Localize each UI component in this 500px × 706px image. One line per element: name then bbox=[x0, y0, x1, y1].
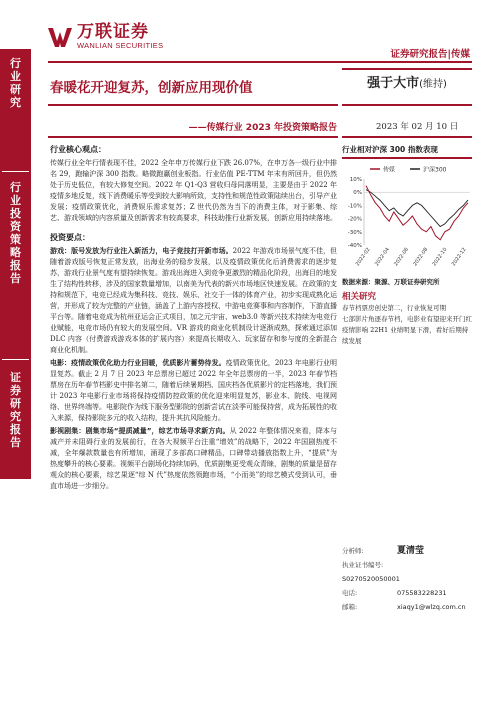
report-title: 春暖花开迎复苏，创新应用现价值 bbox=[50, 80, 253, 96]
sidebar-strategy-report bbox=[0, 181, 31, 285]
related-item[interactable]: 疫情影响 22H1 业绩明显下滑，看好后期持续发展 bbox=[342, 325, 469, 345]
sidebar-char: 行 bbox=[10, 57, 21, 70]
company-logo bbox=[48, 24, 163, 50]
x-tick-label: 2022-12 bbox=[450, 246, 468, 267]
subtitle-divider bbox=[48, 136, 338, 138]
y-tick-label: -20% bbox=[347, 216, 362, 223]
invest-body: 从 2022 年整体情况来看，降本与减产并未阻碍行业的发展前行，在各大视频平台注重“增效”的战略下，2022 年国剧热度不减，全年爆款数量也有所增加，涌现了多部高口碑精品，口碑带动播放指数上升，“提质”为热度攀升的核心要素。视频平台剧场化持续加码，优质剧集更受观众青睐，剧集的质量是留存观众的核心要素，综艺果逐“综 N 代”热度依然领跑市场，“小而美”的综艺模式受到认可，垂直市场进一步细分。 bbox=[50, 427, 338, 490]
performance-chart bbox=[342, 161, 472, 273]
x-tick-label: 2022-06 bbox=[393, 246, 411, 267]
chart-title-divider bbox=[342, 157, 472, 159]
invest-paragraph bbox=[50, 358, 337, 424]
invest-paragraph bbox=[50, 246, 337, 356]
sidebar-char: 研 bbox=[10, 397, 21, 410]
sidebar-divider bbox=[2, 171, 29, 172]
related-item[interactable]: 春节档票房创史第二，行业恢复可期 bbox=[342, 303, 446, 312]
invest-lead: 游戏：版号发放为行业注入新活力，电子竞技打开新市场。 bbox=[50, 247, 233, 255]
phone-number: 075583228231 bbox=[397, 589, 447, 597]
sidebar-char: 究 bbox=[10, 410, 21, 423]
email-address[interactable]: xiaqy1@wlzq.com.cn bbox=[397, 603, 466, 611]
report-category: 证券研究报告|传媒 bbox=[390, 49, 470, 60]
sidebar-char: 略 bbox=[10, 246, 21, 259]
series-line-media bbox=[366, 185, 468, 239]
chart-title: 行业相对沪深 300 指数表现 bbox=[342, 145, 438, 154]
chart-source: 数据来源：聚源、万联证券研究所 bbox=[342, 277, 440, 286]
logo-chinese: 万联证券 bbox=[77, 22, 149, 42]
header-divider bbox=[48, 61, 472, 63]
rating-note: (维持) bbox=[419, 79, 447, 90]
email-label: 邮箱: bbox=[342, 603, 358, 611]
sidebar-char: 告 bbox=[10, 272, 21, 285]
sidebar-char: 券 bbox=[10, 384, 21, 397]
core-heading: 行业核心观点： bbox=[50, 145, 106, 154]
legend-label: 沪深300 bbox=[423, 166, 447, 173]
related-heading: 相关研究 bbox=[342, 291, 377, 302]
rating-value: 强于大市 bbox=[367, 76, 420, 91]
rating-bottom-line bbox=[342, 104, 472, 106]
series-line-hs300 bbox=[366, 189, 468, 226]
right-column bbox=[342, 144, 472, 347]
date-divider bbox=[342, 136, 472, 138]
sidebar-char: 研 bbox=[10, 83, 21, 96]
cert-number: S0270520050001 bbox=[342, 575, 400, 583]
sidebar-char: 策 bbox=[10, 233, 21, 246]
logo-english: WANLIAN SECURITIES bbox=[77, 41, 164, 50]
y-tick-label: -10% bbox=[347, 202, 362, 209]
x-tick-label: 2022-10 bbox=[431, 246, 449, 267]
y-tick-label: 10% bbox=[349, 176, 362, 183]
phone-label: 电话: bbox=[342, 589, 358, 597]
chart-svg bbox=[342, 161, 472, 273]
sidebar-char: 告 bbox=[10, 436, 21, 449]
analyst-label: 分析师: bbox=[342, 547, 364, 555]
x-tick-label: 2022-04 bbox=[373, 246, 391, 267]
wanlian-logo-icon bbox=[48, 26, 72, 48]
legend-label: 传媒 bbox=[383, 166, 396, 173]
core-text: 传媒行业全年行情表现不佳，2022 全年申万传媒行业下跌 26.07%，在申万各一级行业中排名 29，跑输沪深 300 指数。略微跑赢创业板指。行业估值 PE-TTM 年末有所回升，但仍然处于历史低位，有较大修复空间。2022 年 Q1-Q3 营收归母同落明显，主要是由于 2022 年疫情多地反复，线下消费暖乐等受到较大影响所致，支持性和规范性政策陆续出台，引导产业发展；疫情政策优化，消费娱乐需求复苏；Z 世代仍然为当下的消费主体，对于影集、综艺、游戏领域的内容质量及创新需求有较高要求，科技助推行业新发展，创新应用持续落地。 bbox=[50, 159, 337, 222]
invest-body: 疫情政策优化，2023 年电影行业明显复苏。截止 2 月 7 日 2023 年总票房已超过 2022 年全年总票房的一半，2023 年春节档票房在历年春节档影史中排名第二，随着后续暑期档、国庆档各优质影片的定档落地，我们预计 2023 年电影行业市场将保持疫情防控政策的优化迎来明显复苏，影业本、院线、电视网络、世界终端等。电影院作为线下服务型影院的创新尝试在淡季可能保持营，成为拓展性的收入来源，保持影院多元的收入结构，提升其抗风险能力。 bbox=[50, 359, 338, 422]
sidebar-char: 报 bbox=[10, 259, 21, 272]
sidebar-char: 行 bbox=[10, 181, 21, 194]
x-tick-label: 2022-08 bbox=[412, 246, 430, 267]
invest-heading: 投资要点： bbox=[50, 233, 90, 242]
invest-body: 2022 年游戏市场景气度不佳，但随着游戏版号恢复正常发放，出海业务的稳步发展，以及疫情政策优化后消费需求的逐步复苏，游戏行业景气度有望持续恢复。游戏出海进入到竞争更激烈的精品化阶段，出海目的地发生了结构性转移，涉及的国家数量增加，以南美为代表的新兴市场地区快速发展。在政策的支持和规范下，电竞已经成为集科技、竞技、娱乐、社交于一体的体育产业，初步实现成熟化运营，并形成了较为完整的产业链，涵盖了上游内容授权、中游电竞赛事和内容制作，下游直播平台等。随着电竞成为杭州亚运会正式项目，加之元宇宙、web3.0 等新兴技术持续为电竞行业赋能，电竞市场仍有较大的发展空间。VR 游戏的商业化机制设计逐渐成熟，探索通过添加 DLC 内容（付费游戏游戏本体的扩展内容）来提高长期收入、玩家留存和参与度的全新混合商业化机制。 bbox=[50, 247, 337, 354]
report-subtitle: ——传媒行业 2023 年投资策略报告 bbox=[188, 123, 337, 133]
sidebar-char: 证 bbox=[10, 371, 21, 384]
analyst-name: 夏清莹 bbox=[397, 546, 425, 556]
invest-lead: 电影：疫情政策优化助力行业回暖，优质影片蓄势待发。 bbox=[50, 359, 226, 367]
invest-paragraph bbox=[50, 426, 337, 492]
related-item[interactable]: 七部影片角逐春节档，电影业有望迎来开门红 bbox=[342, 314, 472, 323]
sidebar-char: 业 bbox=[10, 70, 21, 83]
sidebar-char: 投 bbox=[10, 207, 21, 220]
sidebar-divider bbox=[2, 359, 29, 360]
title-divider bbox=[48, 104, 338, 106]
sidebar-char: 报 bbox=[10, 423, 21, 436]
y-tick-label: -40% bbox=[347, 242, 362, 249]
invest-lead: 影视剧集：剧集市场“提质减量”，综艺市场寻求新方向。 bbox=[50, 427, 230, 435]
sidebar-securities-report bbox=[0, 371, 31, 449]
y-tick-label: 0% bbox=[353, 189, 362, 196]
sidebar-char: 业 bbox=[10, 194, 21, 207]
rating-box bbox=[342, 70, 472, 98]
y-tick-label: -30% bbox=[347, 229, 362, 236]
sidebar-industry-research bbox=[0, 57, 31, 109]
report-date: 2023 年 02 月 10 日 bbox=[376, 122, 459, 132]
x-tick-label: 2022-02 bbox=[354, 246, 372, 267]
sidebar-char: 究 bbox=[10, 96, 21, 109]
analyst-info bbox=[342, 544, 472, 614]
sidebar-char: 资 bbox=[10, 220, 21, 233]
cert-label: 执业证书编号: bbox=[342, 561, 384, 569]
main-content bbox=[50, 144, 337, 494]
left-sidebar bbox=[0, 49, 31, 479]
